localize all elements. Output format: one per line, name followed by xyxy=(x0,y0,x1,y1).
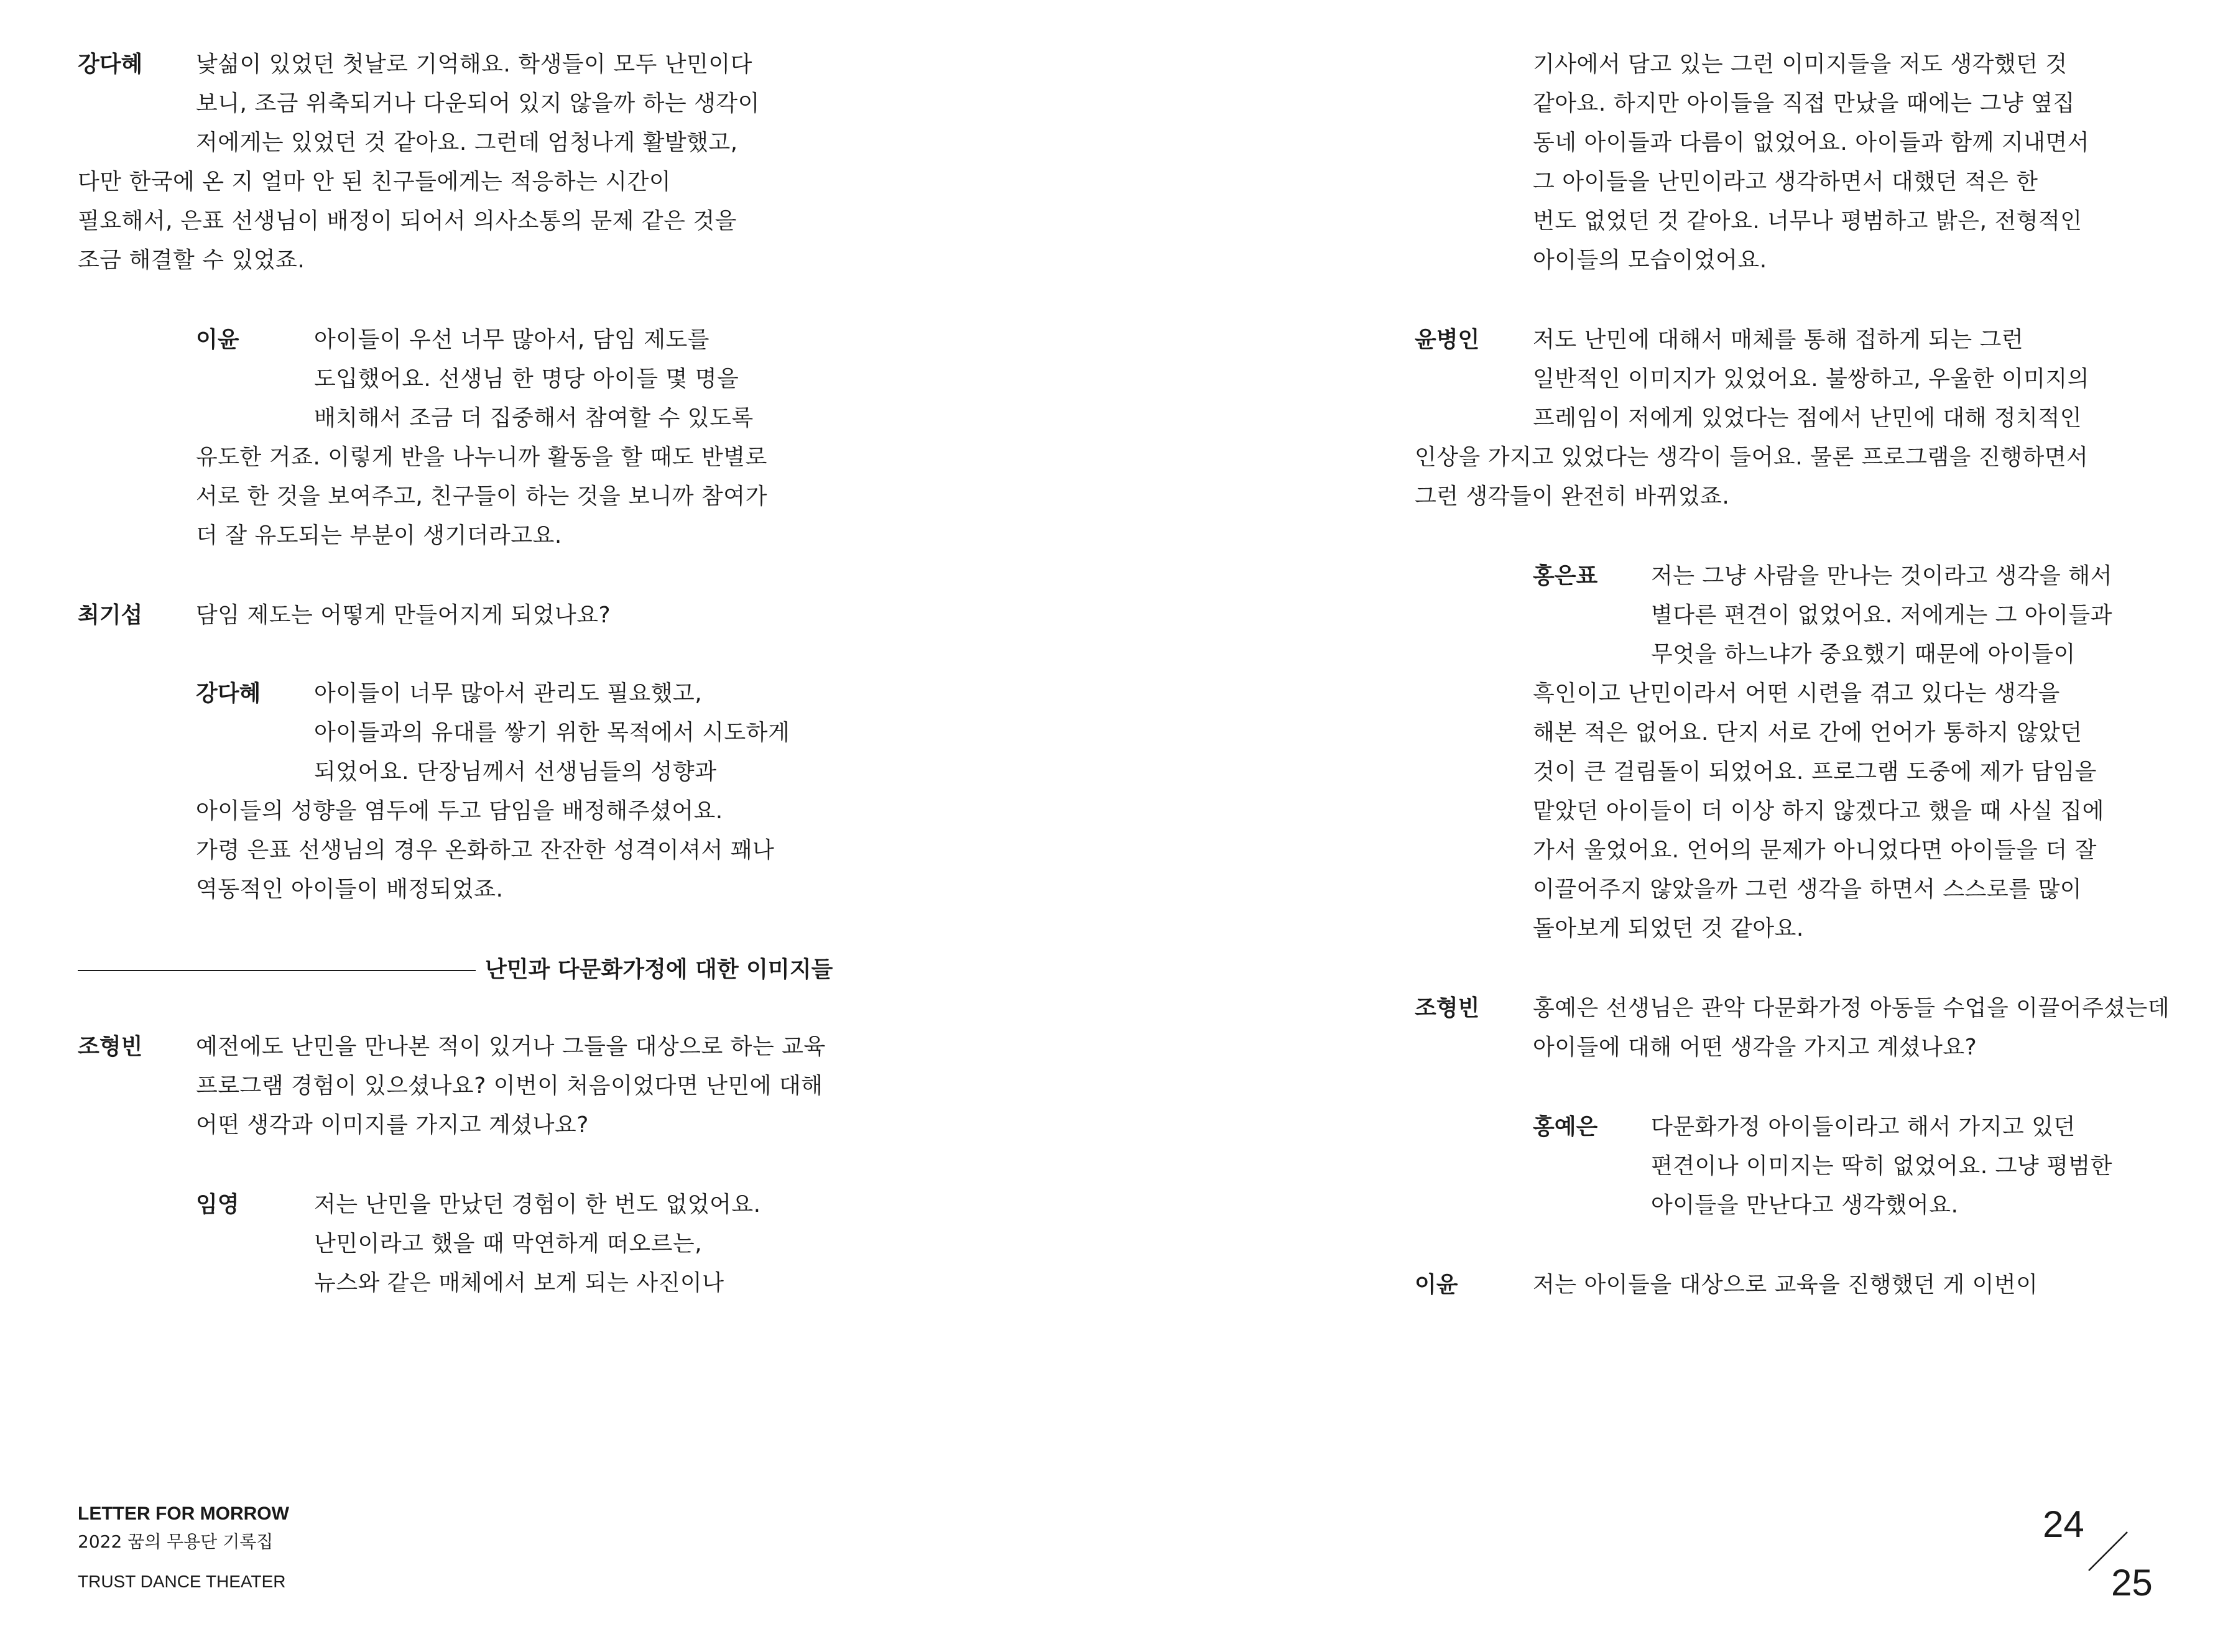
text-line: 아이들이 너무 많아서 관리도 필요했고, xyxy=(314,681,703,706)
text-line: 그 아이들을 난민이라고 생각하면서 대했던 적은 한 xyxy=(1533,169,2038,195)
text-line: 저는 그냥 사람을 만나는 것이라고 생각을 해서 xyxy=(1651,563,2112,589)
text-line: 아이들에 대해 어떤 생각을 가지고 계셨나요? xyxy=(1533,1035,1977,1060)
text-line: 배치해서 조금 더 집중해서 참여할 수 있도록 xyxy=(314,405,754,431)
text-line: 별다른 편견이 없었어요. 저에게는 그 아이들과 xyxy=(1651,602,2112,628)
section-title: 난민과 다문화가정에 대한 이미지들 xyxy=(485,957,833,982)
text-line: 저는 아이들을 대상으로 교육을 진행했던 게 이번이 xyxy=(1533,1272,2038,1298)
text-line: 아이들이 우선 너무 많아서, 담임 제도를 xyxy=(314,327,710,353)
text-line: 무엇을 하느냐가 중요했기 때문에 아이들이 xyxy=(1651,642,2076,667)
left-page xyxy=(0,0,1116,1652)
text-line: 낯섦이 있었던 첫날로 기억해요. 학생들이 모두 난민이다 xyxy=(196,52,752,77)
text-line: 필요해서, 은표 선생님이 배정이 되어서 의사소통의 문제 같은 것을 xyxy=(78,208,737,234)
speaker-name: 윤병인 xyxy=(1415,327,1480,353)
text-line: 아이들의 모습이었어요. xyxy=(1533,247,1767,273)
text-line: 예전에도 난민을 만나본 적이 있거나 그들을 대상으로 하는 교육 xyxy=(196,1034,826,1059)
page-number-left: 24 xyxy=(2043,1503,2084,1545)
text-line: 다문화가정 아이들이라고 해서 가지고 있던 xyxy=(1651,1114,2076,1140)
section-divider xyxy=(78,970,476,971)
text-line: 아이들의 성향을 염두에 두고 담임을 배정해주셨어요. xyxy=(196,798,723,824)
right-page xyxy=(1116,0,2233,1652)
text-line: 저는 난민을 만났던 경험이 한 번도 없었어요. xyxy=(314,1192,761,1217)
text-line: 프레임이 저에게 있었다는 점에서 난민에 대해 정치적인 xyxy=(1533,405,2083,431)
text-line: 아이들과의 유대를 쌓기 위한 목적에서 시도하게 xyxy=(314,720,790,745)
speaker-name: 최기섭 xyxy=(78,602,143,628)
speaker-name: 이윤 xyxy=(196,327,239,353)
text-line: 아이들을 만난다고 생각했어요. xyxy=(1651,1193,1959,1218)
text-line: 역동적인 아이들이 배정되었죠. xyxy=(196,877,504,902)
page-number-right: 25 xyxy=(2111,1562,2153,1604)
text-line: 흑인이고 난민이라서 어떤 시련을 겪고 있다는 생각을 xyxy=(1533,681,2060,706)
footer-publication-subtitle: 2022 꿈의 무용단 기록집 xyxy=(78,1531,274,1552)
speaker-name: 임영 xyxy=(196,1192,239,1217)
text-line: 홍예은 선생님은 관악 다문화가정 아동들 수업을 이끌어주셨는데 xyxy=(1533,995,2170,1021)
text-line: 가서 울었어요. 언어의 문제가 아니었다면 아이들을 더 잘 xyxy=(1533,838,2097,863)
footer-publication-title: LETTER FOR MORROW xyxy=(78,1503,289,1524)
text-line: 보니, 조금 위축되거나 다운되어 있지 않을까 하는 생각이 xyxy=(196,91,760,116)
speaker-name: 강다혜 xyxy=(196,681,261,706)
text-line: 그런 생각들이 완전히 바뀌었죠. xyxy=(1415,484,1730,509)
footer-company-name: TRUST DANCE THEATER xyxy=(78,1572,286,1591)
speaker-name: 조형빈 xyxy=(78,1034,143,1059)
text-line: 가령 은표 선생님의 경우 온화하고 잔잔한 성격이셔서 꽤나 xyxy=(196,838,775,863)
text-line: 편견이나 이미지는 딱히 없었어요. 그냥 평범한 xyxy=(1651,1153,2112,1179)
text-line: 담임 제도는 어떻게 만들어지게 되었나요? xyxy=(196,602,611,628)
text-line: 프로그램 경험이 있으셨나요? 이번이 처음이었다면 난민에 대해 xyxy=(196,1073,823,1099)
speaker-name: 조형빈 xyxy=(1415,995,1480,1021)
text-line: 인상을 가지고 있었다는 생각이 들어요. 물론 프로그램을 진행하면서 xyxy=(1415,445,2089,470)
text-line: 다만 한국에 온 지 얼마 안 된 친구들에게는 적응하는 시간이 xyxy=(78,169,672,195)
text-line: 뉴스와 같은 매체에서 보게 되는 사진이나 xyxy=(314,1270,724,1296)
text-line: 유도한 거죠. 이렇게 반을 나누니까 활동을 할 때도 반별로 xyxy=(196,445,767,470)
speaker-name: 강다혜 xyxy=(78,52,143,77)
speaker-name: 홍은표 xyxy=(1533,563,1598,589)
text-line: 같아요. 하지만 아이들을 직접 만났을 때에는 그냥 옆집 xyxy=(1533,91,2075,116)
text-line: 동네 아이들과 다름이 없었어요. 아이들과 함께 지내면서 xyxy=(1533,130,2089,155)
text-line: 것이 큰 걸림돌이 되었어요. 프로그램 도중에 제가 담임을 xyxy=(1533,759,2097,785)
text-line: 도입했어요. 선생님 한 명당 아이들 몇 명을 xyxy=(314,366,739,392)
speaker-name: 이윤 xyxy=(1415,1272,1458,1298)
text-line: 조금 해결할 수 있었죠. xyxy=(78,247,305,273)
text-line: 서로 한 것을 보여주고, 친구들이 하는 것을 보니까 참여가 xyxy=(196,484,767,509)
text-line: 일반적인 이미지가 있었어요. 불쌍하고, 우울한 이미지의 xyxy=(1533,366,2089,392)
text-line: 되었어요. 단장님께서 선생님들의 성향과 xyxy=(314,759,717,785)
text-line: 번도 없었던 것 같아요. 너무나 평범하고 밝은, 전형적인 xyxy=(1533,208,2083,234)
text-line: 이끌어주지 않았을까 그런 생각을 하면서 스스로를 많이 xyxy=(1533,877,2083,902)
speaker-name: 홍예은 xyxy=(1533,1114,1598,1140)
text-line: 저에게는 있었던 것 같아요. 그런데 엄청나게 활발했고, xyxy=(196,130,738,155)
text-line: 해본 적은 없어요. 단지 서로 간에 언어가 통하지 않았던 xyxy=(1533,720,2083,745)
text-line: 돌아보게 되었던 것 같아요. xyxy=(1533,916,1804,941)
text-line: 더 잘 유도되는 부분이 생기더라고요. xyxy=(196,523,562,548)
text-line: 난민이라고 했을 때 막연하게 떠오르는, xyxy=(314,1231,703,1257)
text-line: 기사에서 담고 있는 그런 이미지들을 저도 생각했던 것 xyxy=(1533,52,2068,77)
text-line: 어떤 생각과 이미지를 가지고 계셨나요? xyxy=(196,1112,589,1138)
text-line: 저도 난민에 대해서 매체를 통해 접하게 되는 그런 xyxy=(1533,327,2024,353)
text-line: 맡았던 아이들이 더 이상 하지 않겠다고 했을 때 사실 집에 xyxy=(1533,798,2104,824)
